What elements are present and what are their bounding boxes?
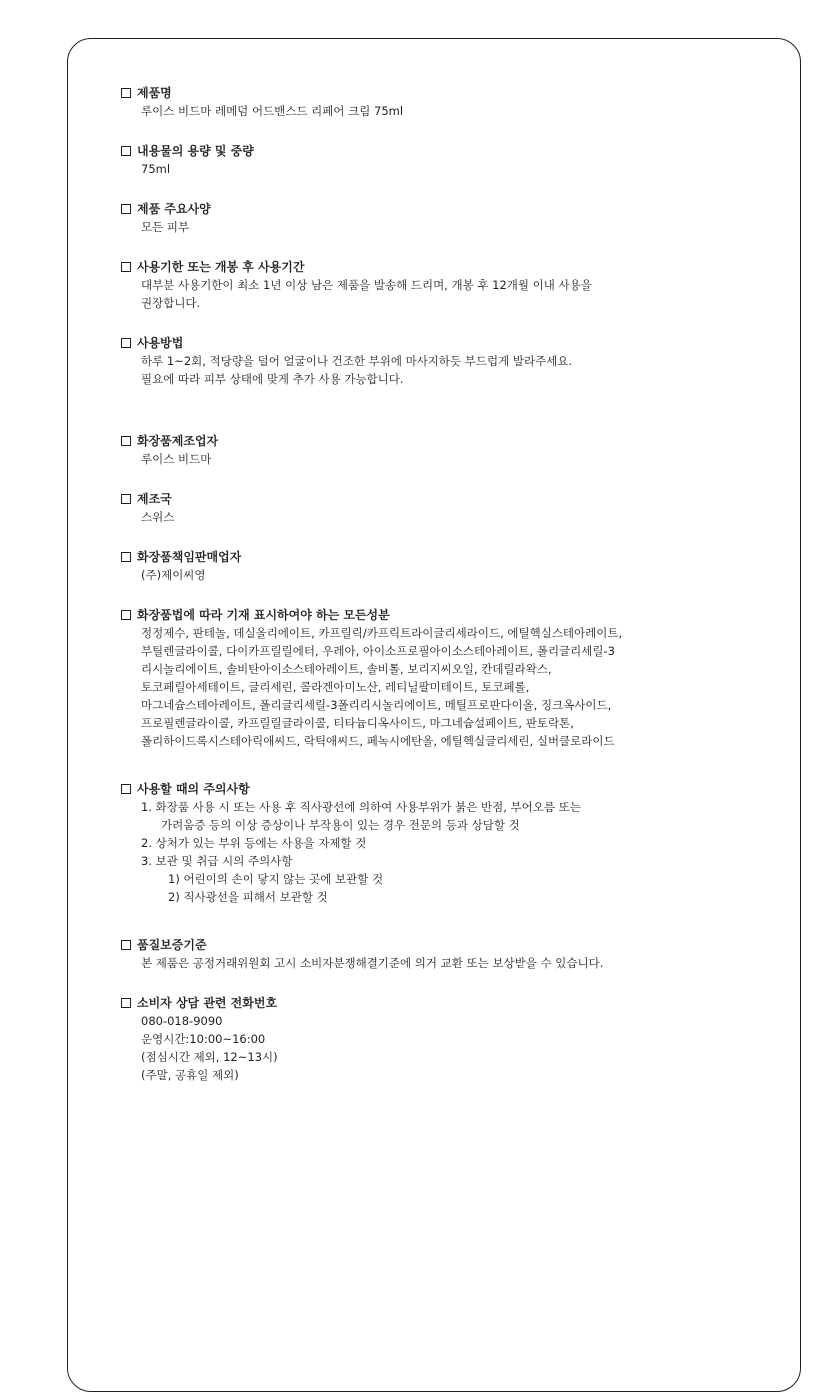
- section-heading: [121, 142, 801, 160]
- section-heading: [121, 84, 801, 102]
- section-heading: [121, 548, 801, 566]
- section-heading: [121, 200, 801, 218]
- checkbox-icon: [121, 338, 131, 348]
- holiday-note: (주말, 공휴일 제외): [141, 1068, 239, 1082]
- section-line: 마그네슘스테아레이트, 폴리글리세릴-3폴리리시놀리에이트, 메틸프로판다이올, 징크옥사이드,: [141, 698, 612, 712]
- section-line: 프로필렌글라이콜, 카프릴릴글라이콜, 티타늄디옥사이드, 마그네슘설페이트, 판토락톤,: [141, 716, 574, 730]
- section-heading: [121, 936, 801, 954]
- section-body: [121, 276, 801, 312]
- section-quality-guarantee: [121, 936, 801, 972]
- section-ingredients: [121, 606, 801, 750]
- precaution-subitem: 1) 어린이의 손이 닿지 않는 곳에 보관할 것: [168, 872, 384, 886]
- section-title: 화장품법에 따라 기재 표시하여야 하는 모든성분: [137, 608, 390, 622]
- section-title: 내용물의 용량 및 중량: [137, 144, 254, 158]
- section-line: 필요에 따라 피부 상태에 맞게 추가 사용 가능합니다.: [141, 372, 404, 386]
- operating-hours: 운영시간:10:00~16:00: [141, 1032, 266, 1046]
- section-product-name: [121, 84, 801, 120]
- section-line: 토코페릴아세테이트, 글리세린, 콜라겐아미노산, 레티닐팔미테이트, 토코페롤,: [141, 680, 530, 694]
- section-line: 하루 1~2회, 적당량을 덜어 얼굴이나 건조한 부위에 마사지하듯 부드럽게 발라주세요.: [141, 354, 573, 368]
- section-title: 제조국: [137, 492, 172, 506]
- section-line: 스위스: [141, 510, 175, 524]
- checkbox-icon: [121, 998, 131, 1008]
- section-line: 본 제품은 공정거래위원회 고시 소비자분쟁해결기준에 의거 교환 또는 보상받을 수 있습니다.: [141, 956, 604, 970]
- checkbox-icon: [121, 610, 131, 620]
- section-line: 75ml: [141, 162, 171, 176]
- section-body: [121, 102, 801, 120]
- section-body: [121, 160, 801, 178]
- precaution-subitem: 2) 직사광선을 피해서 보관할 것: [168, 890, 328, 904]
- section-heading: [121, 606, 801, 624]
- section-title: 화장품책임판매업자: [137, 550, 242, 564]
- section-country: [121, 490, 801, 526]
- section-line: (주)제이씨영: [141, 568, 206, 582]
- section-distributor: [121, 548, 801, 584]
- section-heading: [121, 780, 801, 798]
- section-body: [121, 508, 801, 526]
- section-body: [121, 450, 801, 468]
- section-body: [121, 1012, 801, 1084]
- section-customer-service: [121, 994, 801, 1084]
- section-title: 제품 주요사양: [137, 202, 211, 216]
- section-line: 루이스 비드마 레메덤 어드밴스드 리페어 크림 75ml: [141, 104, 404, 118]
- section-line: 권장합니다.: [141, 296, 201, 310]
- section-title: 사용기한 또는 개봉 후 사용기간: [137, 260, 305, 274]
- section-heading: [121, 994, 801, 1012]
- section-body: [121, 624, 801, 750]
- section-line: 폴리하이드록시스테아릭애씨드, 락틱애씨드, 페녹시에탄올, 에틸헥실글리세린, 실버클로라이드: [141, 734, 615, 748]
- precaution-item: 1. 화장품 사용 시 또는 사용 후 직사광선에 의하여 사용부위가 붉은 반점, 부어오름 또는: [141, 800, 581, 814]
- section-line: 모든 피부: [141, 220, 190, 234]
- section-body: [121, 218, 801, 236]
- precaution-item: 3. 보관 및 취급 시의 주의사항: [141, 854, 293, 868]
- section-title: 소비자 상담 관련 전화번호: [137, 996, 278, 1010]
- checkbox-icon: [121, 88, 131, 98]
- checkbox-icon: [121, 146, 131, 156]
- section-line: 정정제수, 판테놀, 데실올리에이트, 카프릴릭/카프릭트라이글리세라이드, 에틸헥실스테아레이트,: [141, 626, 623, 640]
- section-line: 대부분 사용기한이 최소 1년 이상 남은 제품을 발송해 드리며, 개봉 후 12개월 이내 사용을: [141, 278, 592, 292]
- section-precautions: [121, 780, 801, 906]
- section-line: 리시놀리에이트, 솔비탄아이소스테아레이트, 솔비톨, 보리지씨오일, 칸데릴라왁스,: [141, 662, 552, 676]
- section-body: [121, 352, 801, 388]
- section-heading: [121, 490, 801, 508]
- section-heading: [121, 258, 801, 276]
- section-title: 화장품제조업자: [137, 434, 219, 448]
- checkbox-icon: [121, 436, 131, 446]
- precaution-item-continued: 가려움증 등의 이상 증상이나 부작용이 있는 경우 전문의 등과 상담할 것: [161, 818, 520, 832]
- checkbox-icon: [121, 940, 131, 950]
- section-expiry: [121, 258, 801, 312]
- lunch-break-note: (점심시간 제외, 12~13시): [141, 1050, 278, 1064]
- checkbox-icon: [121, 262, 131, 272]
- checkbox-icon: [121, 784, 131, 794]
- section-body: [121, 798, 801, 906]
- phone-number: 080-018-9090: [141, 1014, 223, 1028]
- section-usage: [121, 334, 801, 388]
- section-title: 품질보증기준: [137, 938, 207, 952]
- checkbox-icon: [121, 494, 131, 504]
- section-body: [121, 566, 801, 584]
- section-title: 사용할 때의 주의사항: [137, 782, 250, 796]
- section-heading: [121, 334, 801, 352]
- section-line: 부틸렌글라이콜, 다이카프릴릴에터, 우레아, 아이소프로필아이소스테아레이트, 폴리글리세릴-3: [141, 644, 615, 658]
- checkbox-icon: [121, 204, 131, 214]
- section-body: [121, 954, 801, 972]
- section-main-spec: [121, 200, 801, 236]
- section-volume: [121, 142, 801, 178]
- section-title: 제품명: [137, 86, 172, 100]
- section-manufacturer: [121, 432, 801, 468]
- section-title: 사용방법: [137, 336, 184, 350]
- precaution-item: 2. 상처가 있는 부위 등에는 사용을 자제할 것: [141, 836, 367, 850]
- checkbox-icon: [121, 552, 131, 562]
- section-heading: [121, 432, 801, 450]
- section-line: 루이스 비드마: [141, 452, 212, 466]
